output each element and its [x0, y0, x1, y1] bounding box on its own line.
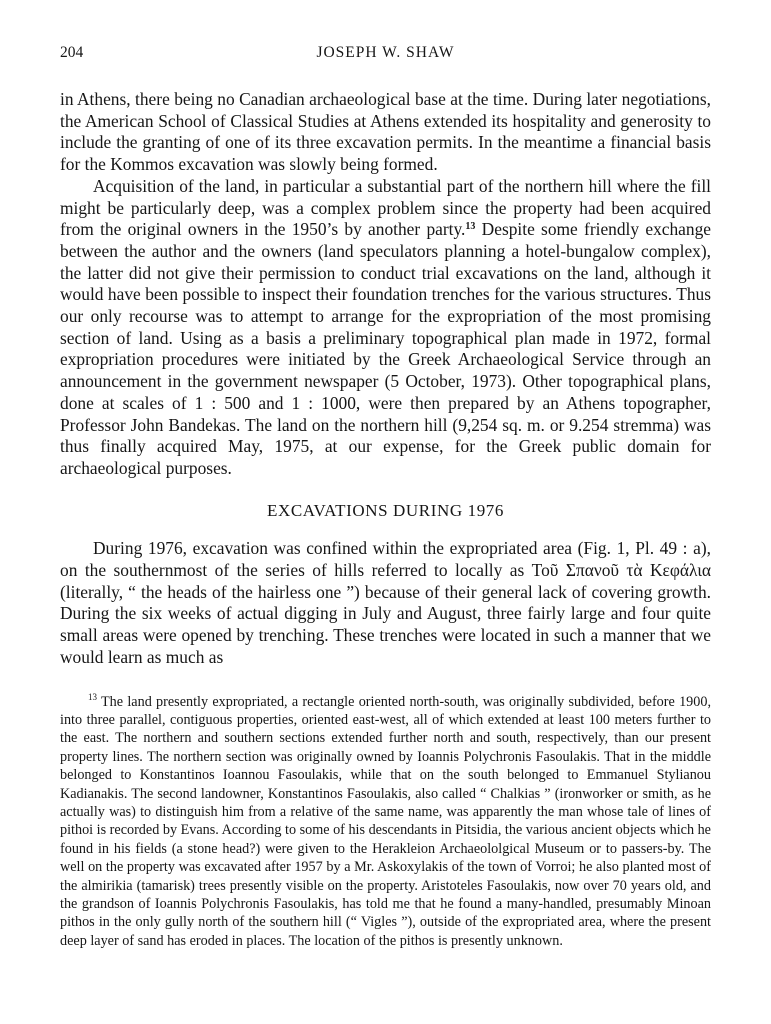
paragraph-2-text-end: Despite some friendly exchange between the author and the owners (land speculators planning a hotel-bungalow complex), the latter did not give their permission to conduct trial excavations on the land, although it would have been possible to inspect their foundation trenches for the various structures. Thus our only recourse was to attempt to arrange for the expropriation of the most promising section of land. Using as a basis a preliminary topographical plan made in 1972, formal expropriation procedures were initiated by the Greek Archaeological Service through an announcement in the government newspaper (5 October, 1973). Other topographical plans, done at scales of 1 : 500 and 1 : 1000, were then prepared by an Athens topographer, Professor John Bandekas. The land on the northern hill (9,254 sq. m. or 9.254 stremma) was thus finally acquired May, 1975, at our expense, for the Greek public domain for archaeological purposes.: [60, 219, 712, 478]
page: [60, 44, 711, 950]
footnote-reference[interactable]: 13: [465, 221, 476, 233]
running-head: [60, 44, 711, 68]
running-head-author: JOSEPH W. SHAW: [316, 44, 455, 61]
paragraph-3: During 1976, excavation was confined within the expropriated area (Fig. 1, Pl. 49 : a), on the southernmost of the series of hills referred to locally as Τοῦ Σπανοῦ τὰ Κεφάλια (literally, “ the heads of the hairless one ”) because of their general lack of covering growth. During the six weeks of actual digging in July and August, three fairly large and four quite small areas were opened by trenching. These trenches were located in such a manner that we would learn as much as: [60, 538, 711, 667]
paragraph-2-text-start: Acquisition of the land, in particular a substantial part of the northern hill where the fill might be particularly deep, was a complex problem since the property had been acquired from the original owners in the 1950’s by another party.: [60, 175, 711, 240]
section-heading: EXCAVATIONS DURING 1976: [266, 500, 505, 520]
footnote-marker: 13: [88, 691, 97, 702]
body-text: [60, 89, 711, 669]
page-number: 204: [60, 44, 84, 61]
footnote-text: The land presently expropriated, a rectangle oriented north-south, was originally subdivided, before 1900, into three parallel, contiguous properties, oriented east-west, all of which extended at least 100 meters further to the east. The northern and southern sections extended further north and south, respectively, than our present property lines. The northern section was originally owned by Ioannis Polychronis Fasoulakis. That in the middle belonged to Konstantinos Ioannou Fasoulakis, while that on the south belonged to Emmanuel Stylianou Kadianakis. The second landowner, Konstantinos Fasoulakis, also called “ Chalkias ” (ironworker or smith, as he actually was) to distinguish him from a relative of the same name, was apparently the man whose tale of lines of pithoi is recorded by Evans. According to some of his descendants in Pitsidia, the various ancient objects which he found in his fields (a stone head?) were given to the Herakleion Archaeololgical Museum or to passers-by. The well on the property was excavated after 1957 by a Mr. Askoxylakis of the town of Vorroi; he also planted most of the almirikia (tamarisk) trees presently visible on the property. Aristoteles Fasoulakis, now over 70 years old, and the grandson of Ioannis Polychronis Fasoulakis, has told me that he found a many-handled, presumably Minoan pithos in the only gully north of the southern hill (“ Vigles ”), outside of the expropriated area, where the present deep layer of sand has eroded in places. The location of the pithos is presently unknown.: [60, 693, 711, 949]
paragraph-1: in Athens, there being no Canadian archaeological base at the time. During later negotiations, the American School of Classical Studies at Athens extended its hospitality and generosity to include the granting of one of its three excavation permits. In the meantime a financial basis for the Kommos excavation was slowly being formed.: [60, 89, 711, 175]
footnote: [60, 693, 711, 951]
paragraph-2: [60, 176, 711, 480]
